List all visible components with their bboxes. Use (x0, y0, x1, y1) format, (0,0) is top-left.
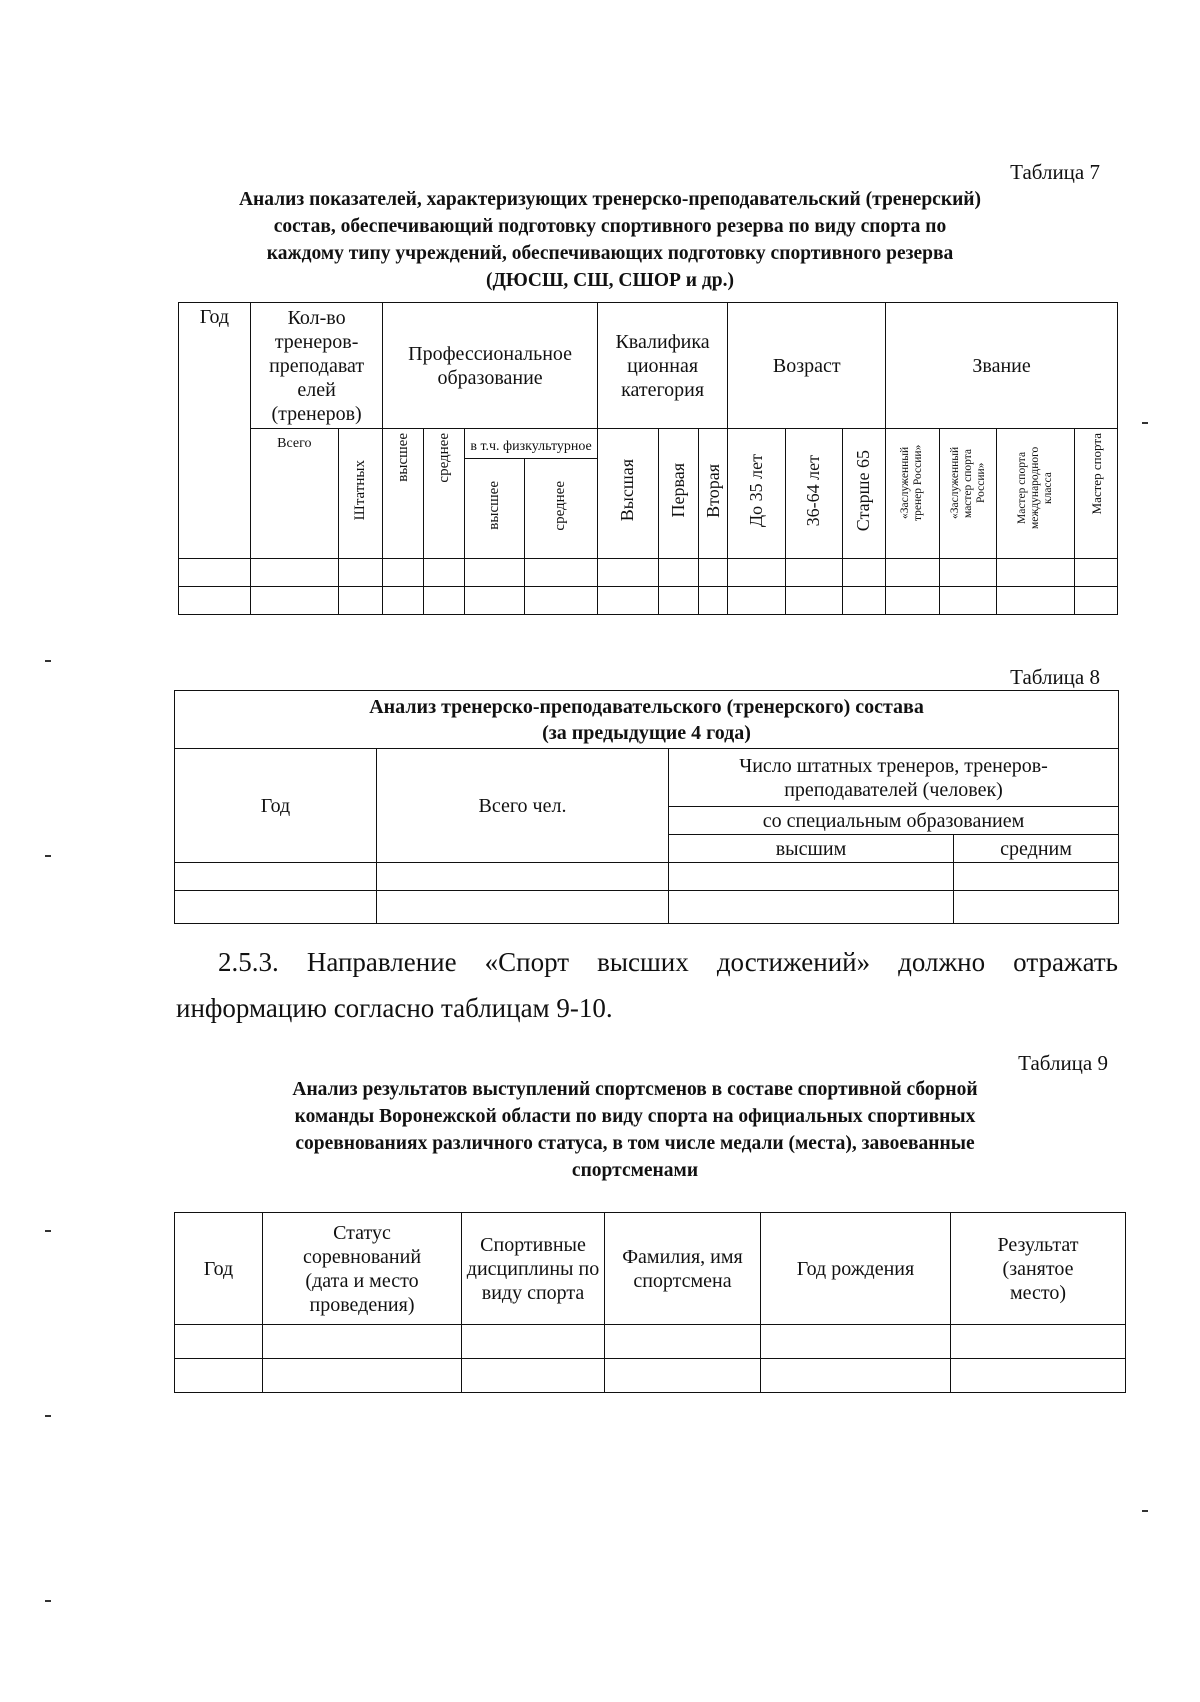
subheader-phys-secondary: среднее (552, 480, 569, 531)
header-qualification: Квалифика ционная категория (597, 303, 728, 429)
table-row (175, 1325, 1126, 1359)
table8-title (175, 691, 1119, 749)
scan-mark (45, 660, 51, 662)
subheader-age-over65: Старше 65 (853, 449, 874, 532)
table7-title (160, 186, 1060, 294)
header-result: Результат (занятое место) (951, 1213, 1126, 1325)
table9-label: Таблица 9 (1018, 1051, 1108, 1075)
header-disciplines: Спортивные дисциплины по виду спорта (462, 1213, 605, 1325)
scan-mark (45, 855, 51, 857)
subheader-master: Мастер спорта (1088, 433, 1104, 515)
subheader-age-36-64: 36-64 лет (803, 454, 824, 527)
header-title: Звание (886, 303, 1118, 429)
table9-title-line: Анализ результатов выступлений спортсменов в составе спортивной сборной (292, 1079, 978, 1100)
table9-title-line: спортсменами (571, 1160, 699, 1181)
table7 (178, 302, 1118, 615)
scan-mark (1142, 422, 1148, 424)
subheader-incl-phys: в т.ч. физкультурное (470, 438, 592, 454)
table7-label: Таблица 7 (1010, 160, 1100, 184)
header-staff-count: Число штатных тренеров, тренеров-преподавателей (человек) (669, 749, 1119, 807)
header-year: Год (175, 749, 377, 863)
subheader-honored-coach: «Заслуженный тренер России» (899, 444, 925, 522)
table9-title-line: команды Воронежской области по виду спорта на официальных спортивных (294, 1106, 976, 1127)
subheader-age-under35: До 35 лет (746, 453, 767, 528)
subheader-cat-second: Вторая (702, 463, 723, 518)
header-year: Год (179, 303, 251, 559)
table8 (174, 690, 1119, 924)
header-age: Возраст (728, 303, 886, 429)
subheader-higher: высшее (394, 433, 411, 482)
subheader-secondary: среднее (435, 433, 452, 483)
subheader-honored-master: «Заслуженный мастер спорта России» (948, 446, 987, 520)
scan-mark (45, 1230, 51, 1232)
header-secondary: средним (954, 835, 1119, 863)
scan-mark (45, 1415, 51, 1417)
subheader-phys-higher: высшее (486, 481, 503, 530)
table9 (174, 1212, 1126, 1393)
table-row (175, 1359, 1126, 1393)
table-row (179, 587, 1118, 615)
header-coach-count: Кол-во тренеров-преподават елей (тренеров) (250, 303, 383, 429)
subheader-cat-first: Первая (667, 463, 688, 518)
header-total: Всего чел. (377, 749, 669, 863)
paragraph-line: 2.5.3. Направление «Спорт высших достижений» должно отражать (218, 947, 1118, 977)
subheader-master-intl: Мастер спорта международного класса (1016, 446, 1055, 530)
table7-title-line: каждому типу учреждений, обеспечивающих подготовку спортивного резерва (266, 243, 954, 264)
table7-title-line: (ДЮСШ, СШ, СШОР и др.) (486, 270, 734, 291)
paragraph-line: информацию согласно таблицам 9-10. (176, 993, 613, 1023)
header-education: Профессиональное образование (383, 303, 597, 429)
table7-title-line: Анализ показателей, характеризующих тренерско-преподавательский (тренерский) (238, 189, 982, 210)
subheader-total: Всего (277, 436, 312, 451)
table9-title-line: соревнованиях различного статуса, в том числе медали (места), завоеванные (295, 1133, 975, 1154)
header-year: Год (175, 1213, 263, 1325)
table9-title (185, 1076, 1085, 1184)
table8-title-line: Анализ тренерско-преподавательского (тренерского) состава (369, 695, 924, 718)
table-row (175, 863, 1119, 891)
subheader-staff: Штатных (352, 460, 369, 521)
table7-title-line: состав, обеспечивающий подготовку спортивного резерва по виду спорта по (273, 216, 947, 237)
header-special-edu: со специальным образованием (669, 807, 1119, 835)
header-higher: высшим (669, 835, 954, 863)
scan-mark (1142, 1510, 1148, 1512)
table8-title-line: (за предыдущие 4 года) (542, 721, 751, 744)
subheader-cat-highest: Высшая (617, 459, 638, 522)
table8-label: Таблица 8 (1010, 665, 1100, 689)
header-status: Статус соревнований (дата и место проведения) (263, 1213, 462, 1325)
scan-mark (45, 1600, 51, 1602)
table-row (179, 559, 1118, 587)
table-row (175, 891, 1119, 924)
header-athlete-name: Фамилия, имя спортсмена (605, 1213, 761, 1325)
header-birth-year: Год рождения (761, 1213, 951, 1325)
